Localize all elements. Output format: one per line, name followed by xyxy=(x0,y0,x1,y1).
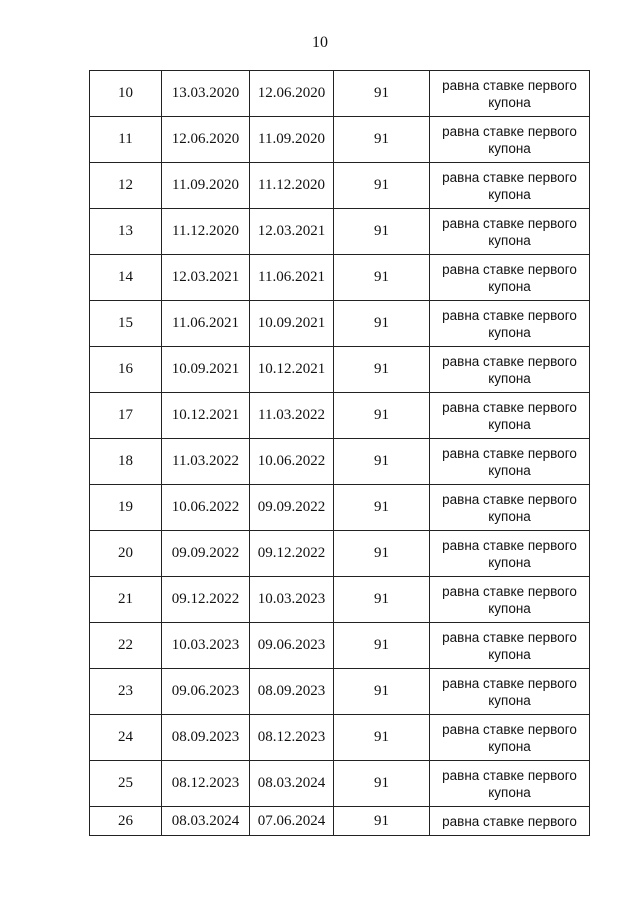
coupon-rate-line-2: купона xyxy=(488,94,531,110)
coupon-rate-line-2: купона xyxy=(488,462,531,478)
coupon-number-cell: 21 xyxy=(90,577,162,623)
coupon-period-days-cell: 91 xyxy=(334,531,430,577)
coupon-rate-cell xyxy=(430,163,590,209)
table-row xyxy=(90,71,590,117)
table-row xyxy=(90,393,590,439)
coupon-end-date-cell: 11.12.2020 xyxy=(250,163,334,209)
coupon-rate-line-1: равна ставке первого xyxy=(442,767,577,783)
coupon-number-cell: 17 xyxy=(90,393,162,439)
table-row xyxy=(90,117,590,163)
coupon-end-date-cell: 07.06.2024 xyxy=(250,807,334,836)
coupon-rate-line-2: купона xyxy=(488,186,531,202)
coupon-end-date-cell: 08.12.2023 xyxy=(250,715,334,761)
coupon-number-cell: 25 xyxy=(90,761,162,807)
coupon-rate-line-2: купона xyxy=(488,324,531,340)
coupon-number-cell: 15 xyxy=(90,301,162,347)
coupon-period-days-cell: 91 xyxy=(334,715,430,761)
coupon-end-date-cell: 09.09.2022 xyxy=(250,485,334,531)
coupon-start-date-cell: 11.03.2022 xyxy=(162,439,250,485)
coupon-end-date-cell: 11.09.2020 xyxy=(250,117,334,163)
coupon-rate-line-1: равна ставке первого xyxy=(442,77,577,93)
coupon-rate-line-1: равна ставке первого xyxy=(442,583,577,599)
coupon-start-date-cell: 12.03.2021 xyxy=(162,255,250,301)
coupon-rate-line-2: купона xyxy=(488,278,531,294)
coupon-rate-line-2: купона xyxy=(488,508,531,524)
coupon-number-cell: 22 xyxy=(90,623,162,669)
coupon-rate-cell xyxy=(430,807,590,836)
coupon-period-days-cell: 91 xyxy=(334,209,430,255)
coupon-start-date-cell: 09.12.2022 xyxy=(162,577,250,623)
coupon-period-days-cell: 91 xyxy=(334,623,430,669)
coupon-number-cell: 23 xyxy=(90,669,162,715)
coupon-rate-line-1: равна ставке первого xyxy=(442,629,577,645)
coupon-rate-cell xyxy=(430,669,590,715)
coupon-end-date-cell: 08.09.2023 xyxy=(250,669,334,715)
coupon-start-date-cell: 08.03.2024 xyxy=(162,807,250,836)
table-row xyxy=(90,439,590,485)
coupon-start-date-cell: 12.06.2020 xyxy=(162,117,250,163)
coupon-period-days-cell: 91 xyxy=(334,669,430,715)
coupon-end-date-cell: 10.03.2023 xyxy=(250,577,334,623)
coupon-period-days-cell: 91 xyxy=(334,577,430,623)
coupon-period-days-cell: 91 xyxy=(334,347,430,393)
table-row xyxy=(90,623,590,669)
table-row xyxy=(90,347,590,393)
coupon-rate-cell xyxy=(430,715,590,761)
table-row xyxy=(90,255,590,301)
coupon-number-cell: 12 xyxy=(90,163,162,209)
coupon-period-days-cell: 91 xyxy=(334,761,430,807)
coupon-rate-line-1: равна ставке первого xyxy=(442,353,577,369)
coupon-end-date-cell: 12.06.2020 xyxy=(250,71,334,117)
coupon-period-days-cell: 91 xyxy=(334,301,430,347)
table-row xyxy=(90,669,590,715)
coupon-rate-cell xyxy=(430,71,590,117)
coupon-rate-cell xyxy=(430,347,590,393)
coupon-number-cell: 13 xyxy=(90,209,162,255)
coupon-end-date-cell: 10.09.2021 xyxy=(250,301,334,347)
table-row xyxy=(90,531,590,577)
coupon-rate-line-2: купона xyxy=(488,646,531,662)
coupon-end-date-cell: 12.03.2021 xyxy=(250,209,334,255)
page-number: 10 xyxy=(312,34,328,51)
coupon-start-date-cell: 10.06.2022 xyxy=(162,485,250,531)
coupon-rate-line-2: купона xyxy=(488,416,531,432)
table-row xyxy=(90,715,590,761)
coupon-end-date-cell: 11.03.2022 xyxy=(250,393,334,439)
coupon-schedule-table xyxy=(89,70,590,836)
coupon-rate-line-1: равна ставке первого xyxy=(442,261,577,277)
coupon-period-days-cell: 91 xyxy=(334,255,430,301)
coupon-start-date-cell: 13.03.2020 xyxy=(162,71,250,117)
coupon-rate-line-1: равна ставке первого xyxy=(442,215,577,231)
coupon-number-cell: 20 xyxy=(90,531,162,577)
coupon-rate-line-2: купона xyxy=(488,140,531,156)
coupon-number-cell: 19 xyxy=(90,485,162,531)
table-row xyxy=(90,485,590,531)
table-row xyxy=(90,761,590,807)
coupon-period-days-cell: 91 xyxy=(334,117,430,163)
coupon-rate-cell xyxy=(430,301,590,347)
coupon-period-days-cell: 91 xyxy=(334,393,430,439)
coupon-rate-line-2: купона xyxy=(488,600,531,616)
coupon-start-date-cell: 09.06.2023 xyxy=(162,669,250,715)
coupon-end-date-cell: 10.12.2021 xyxy=(250,347,334,393)
coupon-number-cell: 24 xyxy=(90,715,162,761)
coupon-rate-cell xyxy=(430,623,590,669)
coupon-number-cell: 11 xyxy=(90,117,162,163)
coupon-rate-cell xyxy=(430,255,590,301)
coupon-rate-cell xyxy=(430,209,590,255)
coupon-period-days-cell: 91 xyxy=(334,163,430,209)
coupon-rate-cell xyxy=(430,577,590,623)
coupon-rate-line-1: равна ставке первого xyxy=(442,814,577,829)
table-row xyxy=(90,301,590,347)
coupon-number-cell: 26 xyxy=(90,807,162,836)
coupon-rate-line-2: купона xyxy=(488,738,531,754)
coupon-period-days-cell: 91 xyxy=(334,807,430,836)
coupon-start-date-cell: 10.03.2023 xyxy=(162,623,250,669)
coupon-rate-cell xyxy=(430,393,590,439)
coupon-rate-line-1: равна ставке первого xyxy=(442,123,577,139)
coupon-rate-line-1: равна ставке первого xyxy=(442,491,577,507)
coupon-rate-line-1: равна ставке первого xyxy=(442,445,577,461)
coupon-number-cell: 10 xyxy=(90,71,162,117)
coupon-rate-cell xyxy=(430,761,590,807)
coupon-period-days-cell: 91 xyxy=(334,439,430,485)
coupon-start-date-cell: 10.09.2021 xyxy=(162,347,250,393)
coupon-start-date-cell: 08.12.2023 xyxy=(162,761,250,807)
table-row xyxy=(90,807,590,836)
coupon-rate-line-2: купона xyxy=(488,370,531,386)
coupon-rate-cell xyxy=(430,117,590,163)
coupon-number-cell: 18 xyxy=(90,439,162,485)
coupon-end-date-cell: 10.06.2022 xyxy=(250,439,334,485)
table-body xyxy=(90,71,590,836)
coupon-end-date-cell: 11.06.2021 xyxy=(250,255,334,301)
coupon-number-cell: 14 xyxy=(90,255,162,301)
coupon-start-date-cell: 11.06.2021 xyxy=(162,301,250,347)
coupon-start-date-cell: 08.09.2023 xyxy=(162,715,250,761)
coupon-rate-line-1: равна ставке первого xyxy=(442,307,577,323)
coupon-end-date-cell: 08.03.2024 xyxy=(250,761,334,807)
coupon-start-date-cell: 09.09.2022 xyxy=(162,531,250,577)
coupon-rate-line-1: равна ставке первого xyxy=(442,537,577,553)
coupon-number-cell: 16 xyxy=(90,347,162,393)
coupon-start-date-cell: 10.12.2021 xyxy=(162,393,250,439)
coupon-rate-line-1: равна ставке первого xyxy=(442,675,577,691)
coupon-rate-line-1: равна ставке первого xyxy=(442,399,577,415)
table-row xyxy=(90,577,590,623)
coupon-period-days-cell: 91 xyxy=(334,485,430,531)
coupon-period-days-cell: 91 xyxy=(334,71,430,117)
coupon-rate-line-2: купона xyxy=(488,232,531,248)
coupon-rate-cell xyxy=(430,485,590,531)
coupon-rate-line-2: купона xyxy=(488,554,531,570)
coupon-rate-line-1: равна ставке первого xyxy=(442,721,577,737)
coupon-end-date-cell: 09.06.2023 xyxy=(250,623,334,669)
coupon-start-date-cell: 11.12.2020 xyxy=(162,209,250,255)
table-row xyxy=(90,163,590,209)
coupon-end-date-cell: 09.12.2022 xyxy=(250,531,334,577)
table-row xyxy=(90,209,590,255)
coupon-rate-cell xyxy=(430,531,590,577)
coupon-rate-line-1: равна ставке первого xyxy=(442,169,577,185)
coupon-start-date-cell: 11.09.2020 xyxy=(162,163,250,209)
coupon-rate-line-2: купона xyxy=(488,784,531,800)
coupon-rate-cell xyxy=(430,439,590,485)
coupon-rate-line-2: купона xyxy=(488,692,531,708)
